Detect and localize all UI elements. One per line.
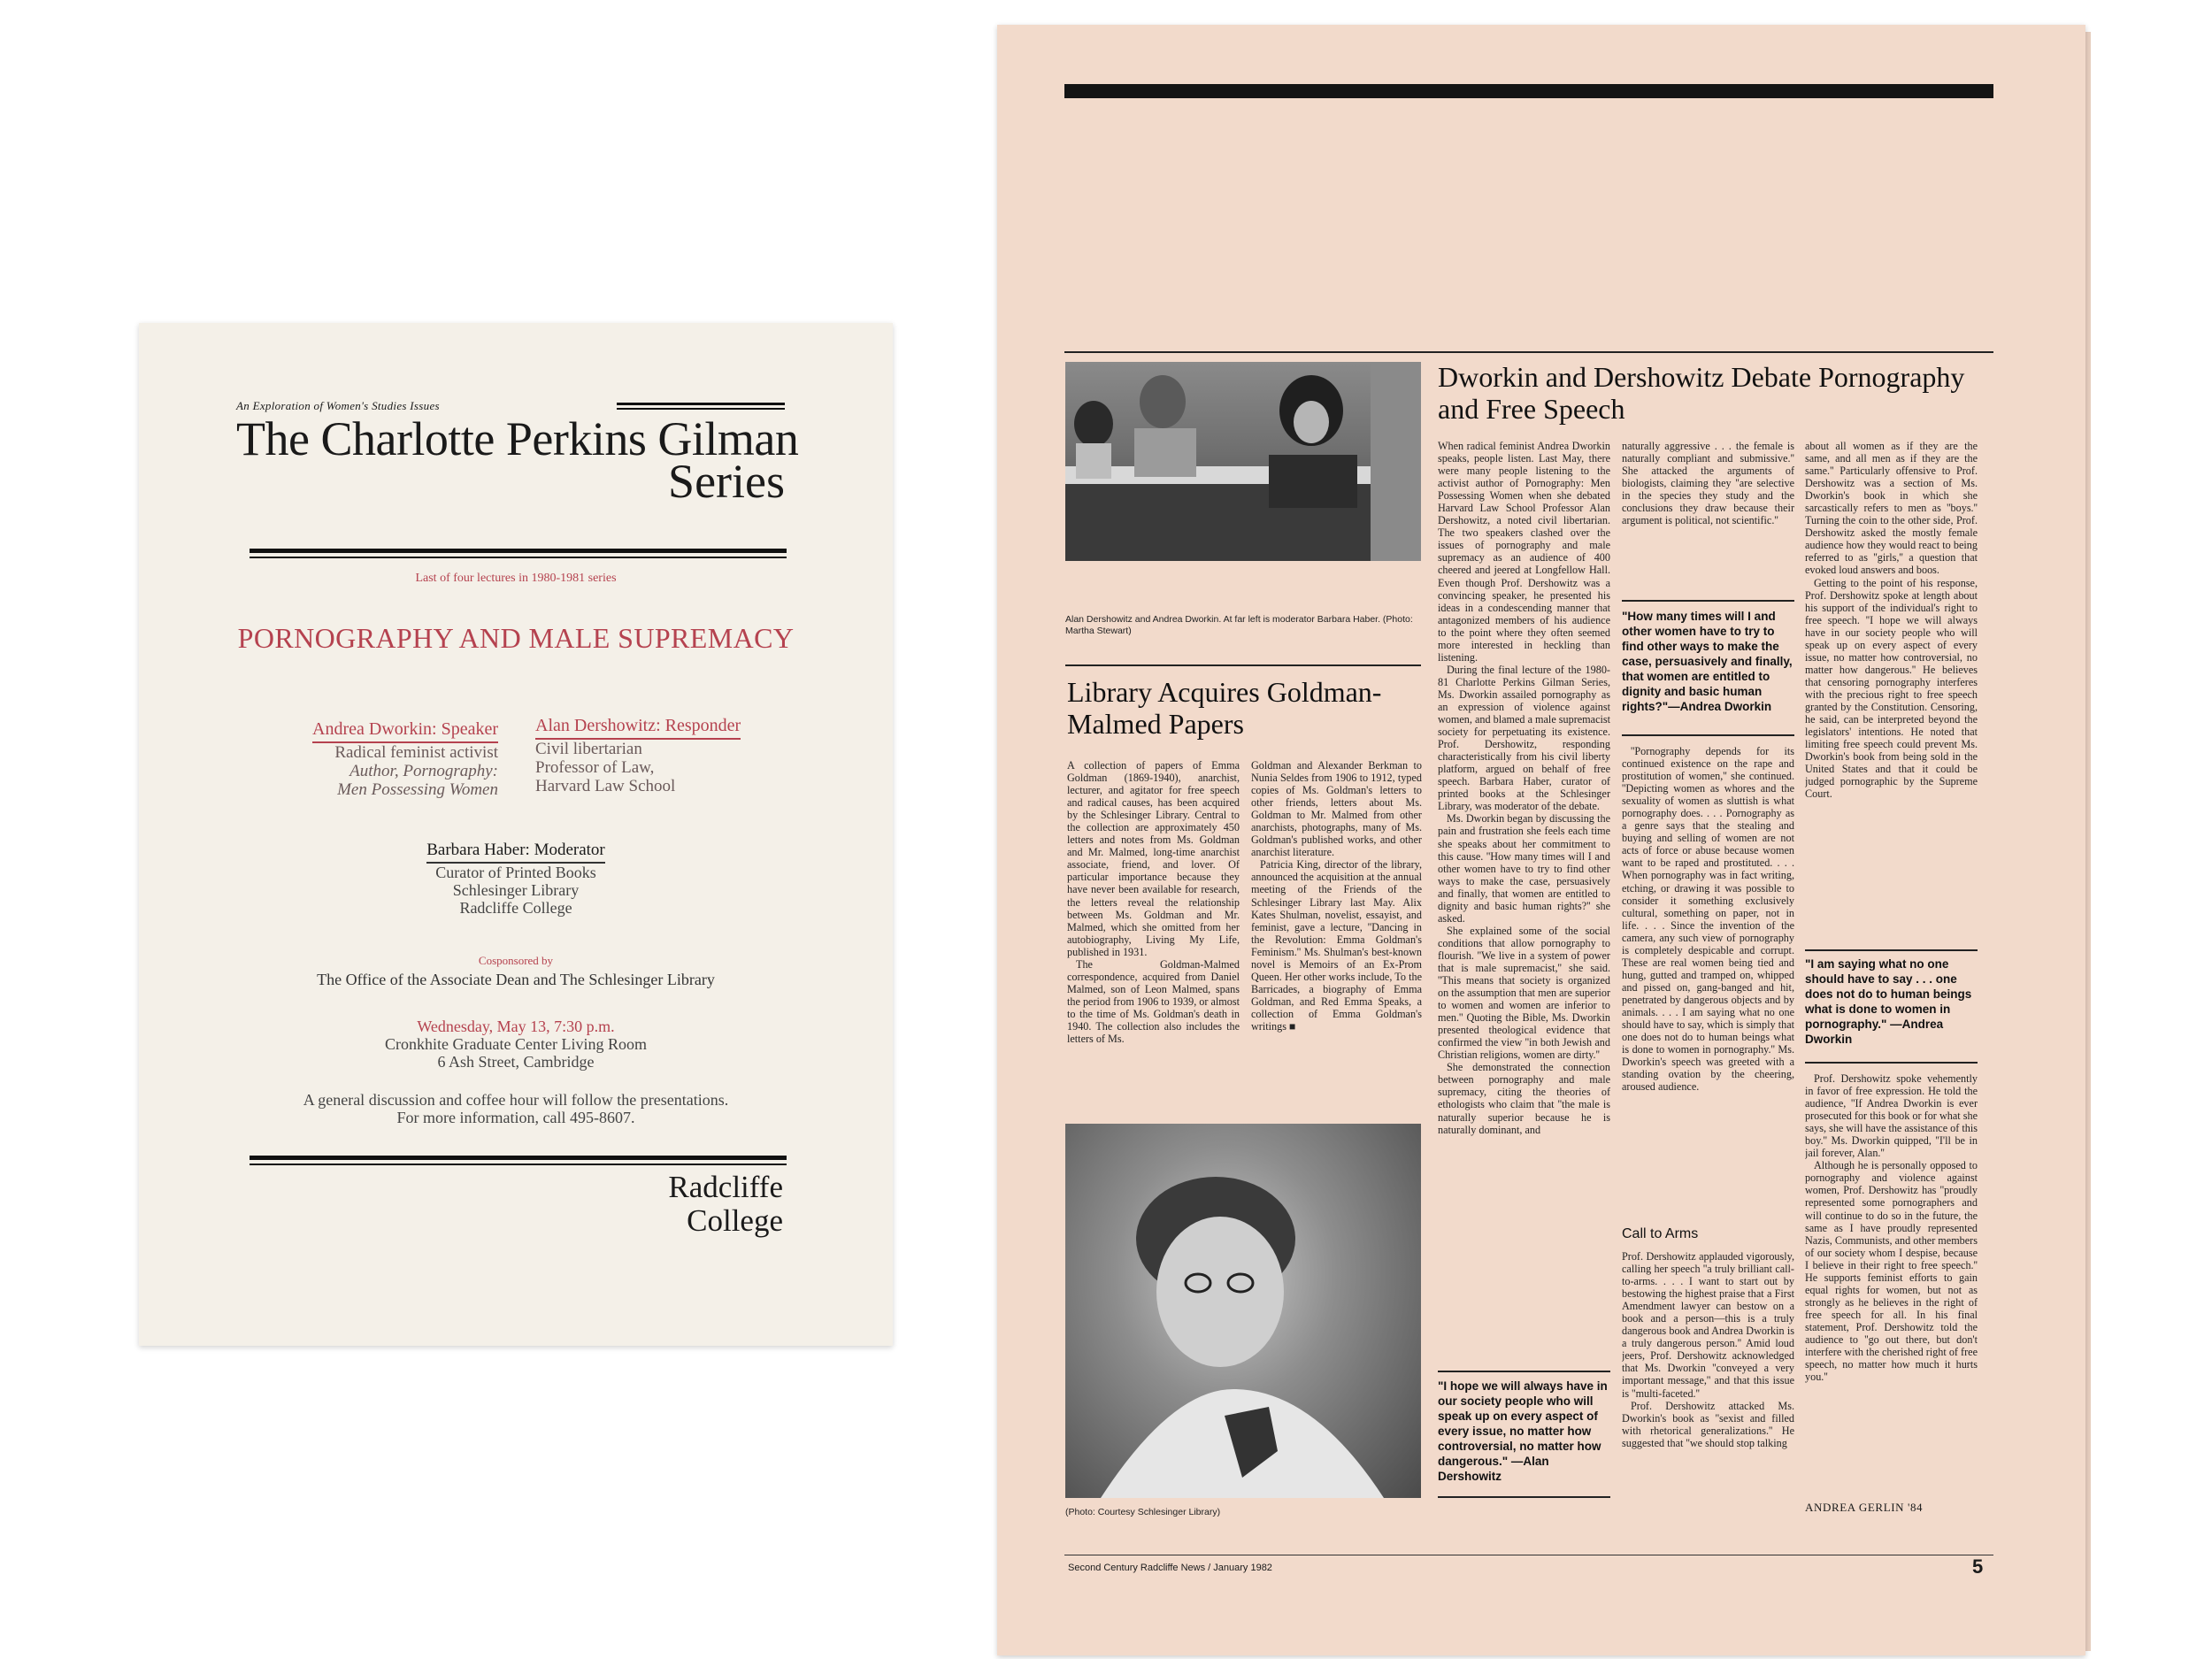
cosponsor-text: The Office of the Associate Dean and The Schlesinger Library <box>317 971 715 988</box>
event-place-2: 6 Ash Street, Cambridge <box>437 1053 595 1071</box>
event-poster <box>139 323 893 1346</box>
title-rule-top <box>617 403 785 410</box>
speaker-role: Speaker <box>441 719 498 739</box>
pull-quote-dershowitz: "I hope we will always have in our society people who will speak up on every aspect of every issue, no matter how controversial, no matter how dangerous." —Alan Dershowitz <box>1438 1379 1608 1483</box>
closing-line-1: A general discussion and coffee hour will follow the presentations. <box>303 1091 729 1109</box>
goldman-portrait-image <box>1065 1124 1421 1498</box>
series-kicker: An Exploration of Women's Studies Issues <box>236 399 440 412</box>
top-bar <box>1064 84 1993 98</box>
pull-quote-dworkin-2: "I am saying what no one should have to say . . . one does not do to human beings what is done to women in pornography." —Andrea Dworkin <box>1805 957 1972 1046</box>
college-line-2: College <box>687 1203 783 1238</box>
responder-heading <box>535 716 741 740</box>
page-number: 5 <box>1972 1555 1984 1578</box>
goldman-portrait <box>1065 1124 1421 1498</box>
pull-quote-1-rule-top <box>1438 1371 1610 1372</box>
responder-desc-2: Professor of Law, <box>535 758 655 777</box>
footer-rule <box>250 1156 787 1165</box>
debate-column-3-bottom <box>1805 1072 1978 1493</box>
footer-publication: Second Century Radcliffe News / January 1982 <box>1068 1563 1272 1573</box>
speaker-desc-1: Radical feminist activist <box>334 743 498 762</box>
debate-col3b-para-1: Prof. Dershowitz spoke vehemently in favor of free expression. He told the audience, ''If Andrea Dworkin is ever prosecuted for this book or for what she says, she will have the assistance of this boy.'' Ms. Dworkin quipped, ''I'll be in jail forever, Alan.'' <box>1805 1072 1978 1160</box>
debate-col3a-para-1: about all women as if they are the same, and all men as if they are the same.'' Particularly offensive to Prof. Dershowitz was a section of Ms. Dworkin's book in which she sarcastically refers to men as ''boys.'' Turning the coin to the other side, Prof. Dershowitz asked the mostly female audience how they would react to being referred to as ''girls,'' a question that evoked loud answers and boos. <box>1805 440 1978 577</box>
lecture-note: Last of four lectures in 1980-1981 series <box>415 572 617 585</box>
pull-quote-1-rule-bottom <box>1438 1496 1610 1498</box>
debate-headline: Dworkin and Dershowitz Debate Pornography and Free Speech <box>1438 361 1965 425</box>
debate-column-3-top <box>1805 440 1978 944</box>
library-column-2 <box>1251 759 1422 1113</box>
moderator-desc-3: Radcliffe College <box>459 899 572 917</box>
library-headline: Library Acquires Goldman-Malmed Papers <box>1067 676 1382 740</box>
debate-column-2-bottom <box>1622 1250 1794 1507</box>
responder-block <box>535 716 801 795</box>
debate-col1-para-1: When radical feminist Andrea Dworkin speaks, people listen. Last May, there were many people listening to the activist author of Pornography: Men Possessing Women when she debated Harvard Law School Professor Alan Dershowitz, a noted civil libertarian. The two speakers clashed over the issues of pornography and male supremacy as an audience of 400 cheered and jeered at Longfellow Hall. Even though Prof. Dershowitz was a convincing speaker, he presented his ideas in a condescending manner that antagonized members of his audience to the point where they often seemed more interested in heckling than listening. <box>1438 440 1610 664</box>
library-col1-para-1: A collection of papers of Emma Goldman (1869-1940), anarchist, lecturer, and agitator for free speech and radical causes, has been acquired by the Schlesinger Library. Central to the collection are approximately 450 letters and notes from Ms. Goldman and Mr. Malmed, long-time anarchist associate, friend, and lover. Of particular importance because they have never been available for research, the letters reveal the relationship between Ms. Goldman and Mr. Malmed, which she omitted from her autobiography, Living My Life, published in 1931. <box>1067 759 1240 958</box>
debate-column-1 <box>1438 440 1610 1367</box>
debate-col2c-para-2: Prof. Dershowitz attacked Ms. Dworkin's book as ''sexist and filled with rhetorical generalizations.'' He suggested that ''we should stop talking <box>1622 1399 1794 1449</box>
event-details <box>139 1018 893 1071</box>
debate-photo-image <box>1065 362 1421 561</box>
call-to-arms-subhead: Call to Arms <box>1622 1226 1699 1241</box>
speaker-block <box>307 719 498 799</box>
debate-col2c-para-1: Prof. Dershowitz applauded vigorously, calling her speech ''a truly brilliant call-to-arms. . . . I want to start out by bestowing the highest praise that a First Amendment lawyer can bestow on a book and a person—this is a truly dangerous book and Andrea Dworkin is a truly dangerous person.'' Amid loud jeers, Prof. Dershowitz acknowledged that Ms. Dworkin ''conveyed a very important message,'' and that this issue is ''multi-faceted.'' <box>1622 1250 1794 1400</box>
cosponsor-label: Cosponsored by <box>478 954 554 967</box>
moderator-block <box>139 841 893 917</box>
series-title: The Charlotte Perkins Gilman <box>236 412 799 465</box>
responder-desc-3: Harvard Law School <box>535 777 676 795</box>
responder-role: Responder <box>664 716 741 735</box>
speaker-name: Andrea Dworkin: <box>312 719 437 739</box>
debate-column-2-middle <box>1622 745 1794 1217</box>
responder-name: Alan Dershowitz: <box>535 716 661 735</box>
library-col1-para-2: The Goldman-Malmed correspondence, acquired from Daniel Malmed, son of Leon Malmed, spans the period from 1906 to 1939, or almost to the time of Ms. Goldman's death in 1940. The collection also includes the letters of Ms. <box>1067 957 1240 1046</box>
debate-col1-para-5: She demonstrated the connection between pornography and male supremacy, citing the theories of ethologists who claim that ''the male is naturally superior because he is naturally dominant, and <box>1438 1061 1610 1136</box>
pull-quote-3-rule-bottom <box>1805 1062 1978 1064</box>
newspaper-page <box>997 25 2085 1655</box>
series-title-line2: Series <box>668 455 785 508</box>
debate-photo <box>1065 362 1421 561</box>
lecture-title: PORNOGRAPHY AND MALE SUPREMACY <box>237 622 795 654</box>
debate-photo-caption: Alan Dershowitz and Andrea Dworkin. At far left is moderator Barbara Haber. (Photo: Martha Stewart) <box>1065 614 1413 636</box>
speaker-desc-2: Author, Pornography: <box>349 762 498 780</box>
moderator-desc-2: Schlesinger Library <box>452 881 580 899</box>
college-name <box>668 1171 783 1238</box>
pull-quote-dworkin-1: "How many times will I and other women have to try to find other ways to make the case, persuasively and finally, that women are entitled to dignity and basic human rights?"—Andrea Dworkin <box>1622 610 1793 713</box>
closing-line-2: For more information, call 495-8607. <box>396 1109 635 1126</box>
debate-col3b-para-2: Although he is personally opposed to pornography and violence against women, Prof. Dershowitz has ''proudly represented some pornographers and will continue to do so in the future, the same as I have proudly represented Nazis, Communists, and other members of our society whom I despise, because I believe in their right to free speech.'' He supports feminist efforts to gain equal rights for women, but not as strongly as he believes in the right of free speech for all. In his final statement, Prof. Dershowitz told the audience to ''go out there, but don't interfere with the cherished right of free speech, no matter how much it hurts you.'' <box>1805 1159 1978 1384</box>
debate-col3a-para-2: Getting to the point of his response, Prof. Dershowitz spoke at length about his support of the individual's right to free speech. ''I hope we will always have in our society people who will speak up on every aspect of every issue, no matter how controversial, no matter how dangerous.'' He believes that censoring pornography interferes with the precious right to free speech granted by the Constitution. Censoring, he said, can be interpreted beyond the legislators' intentions. He noted that limiting free speech could prevent Ms. Dworkin's book from being sold in the United States and that it could be judged pornographic by the Supreme Court. <box>1805 576 1978 801</box>
library-col2-para-2: Patricia King, director of the library, announced the acquisition at the annual meeting of the Friends of the Schlesinger Library last May. Alix Kates Shulman, novelist, essayist, and feminist, gave a lecture, ''Dancing in the Revolution: Emma Goldman's Feminism.'' Ms. Shulman's best-known novel is Memoirs of an Ex-Prom Queen. Her other works include, To the Barricades, a biography of Emma Goldman, and Red Emma Speaks, a collection of Emma Goldman's writings ■ <box>1251 858 1422 1033</box>
debate-col1-para-4: She explained some of the social conditions that allow pornography to flourish. ''We live in a system of power that is male supremacist,'' she said. ''This means that society is organized on the assumption that men are superior to women and women are inferior to men.'' Quoting the Bible, Ms. Dworkin presented theological evidence that confirmed the view ''in both Jewish and Christian religions, women are dirty.'' <box>1438 924 1610 1062</box>
moderator-heading <box>426 841 605 864</box>
speaker-desc-3: Men Possessing Women <box>337 780 498 799</box>
article-byline: ANDREA GERLIN '84 <box>1805 1501 1924 1514</box>
debate-col2b-para-1: ''Pornography depends for its continued existence on the rape and prostitution of women,'' she continued. ''Depicting women as whores and the sexuality of women as sluttish is what pornography does. . . . Pornography as a genre says that the stealing and buying and selling of women are not acts of force or abuse because women want to be raped and prostituted. . . . When pornography was in fact writing, etching, or drawing it was possible to consider it something exclusively cultural, something on paper, not in life. . . . Since the invention of the camera, any such view of pornography is completely despicable and corrupt. These are real women being tied and hung, gutted and tramped on, whipped and pissed on, gang-banged and hit, penetrated by dangerous objects and by animals. . . . I am saying what no one should have to say, which is simply that one does not do to human beings what is done to women in pornography.'' Ms. Dworkin's speech was greeted with a standing ovation by the cheering, aroused audience. <box>1622 745 1794 1094</box>
moderator-role: Moderator <box>534 841 605 859</box>
debate-column-2-top <box>1622 440 1794 592</box>
pull-quote-2-rule-bottom <box>1622 734 1794 736</box>
section-rule <box>1064 351 1993 353</box>
speaker-heading <box>312 719 498 743</box>
moderator-name: Barbara Haber: <box>426 841 530 859</box>
library-col2-para-1: Goldman and Alexander Berkman to Nunia Seldes from 1906 to 1912, typed copies of Ms. Goldman's letters to other friends, letters about Ms. Goldman to Mr. Malmed from other anarchists, photographs, many of Ms. Goldman's published works, and other anarchist literature. <box>1251 759 1422 859</box>
debate-col2a-para-1: naturally aggressive . . . the female is naturally compliant and submissive.'' She attacked the arguments of biologists, claiming they ''are selective in the species they study and the conclusions they draw because their argument is political, not scientific.'' <box>1622 440 1794 527</box>
pull-quote-2-rule-top <box>1622 600 1794 602</box>
library-rule <box>1065 664 1421 666</box>
title-rule-bottom <box>250 549 787 558</box>
responder-desc-1: Civil libertarian <box>535 740 642 758</box>
closing-note <box>139 1091 893 1126</box>
cosponsor-block <box>139 954 893 989</box>
pull-quote-3-rule-top <box>1805 949 1978 951</box>
library-column-1 <box>1067 759 1240 1113</box>
moderator-desc-1: Curator of Printed Books <box>435 864 596 881</box>
event-place-1: Cronkhite Graduate Center Living Room <box>385 1035 647 1053</box>
debate-col1-para-2: During the final lecture of the 1980-81 Charlotte Perkins Gilman Series, Ms. Dworkin assailed pornography as an expression of violence against women, and blamed a male supremacist society for perpetuating its existence. Prof. Dershowitz, responding characteristically from his civil liberty platform, argued on behalf of free speech. Barbara Haber, curator of printed books at the Schlesinger Library, was moderator of the debate. <box>1438 663 1610 813</box>
college-line-1: Radcliffe <box>668 1170 783 1204</box>
debate-col1-para-3: Ms. Dworkin began by discussing the pain and frustration she feels each time she speaks about her commitment to this cause. ''How many times will I and other women have to try to find other ways to make the case, persuasively and finally, that women are entitled to dignity and basic human rights?'' she asked. <box>1438 812 1610 925</box>
event-date: Wednesday, May 13, 7:30 p.m. <box>417 1018 615 1035</box>
goldman-portrait-caption: (Photo: Courtesy Schlesinger Library) <box>1065 1507 1221 1517</box>
